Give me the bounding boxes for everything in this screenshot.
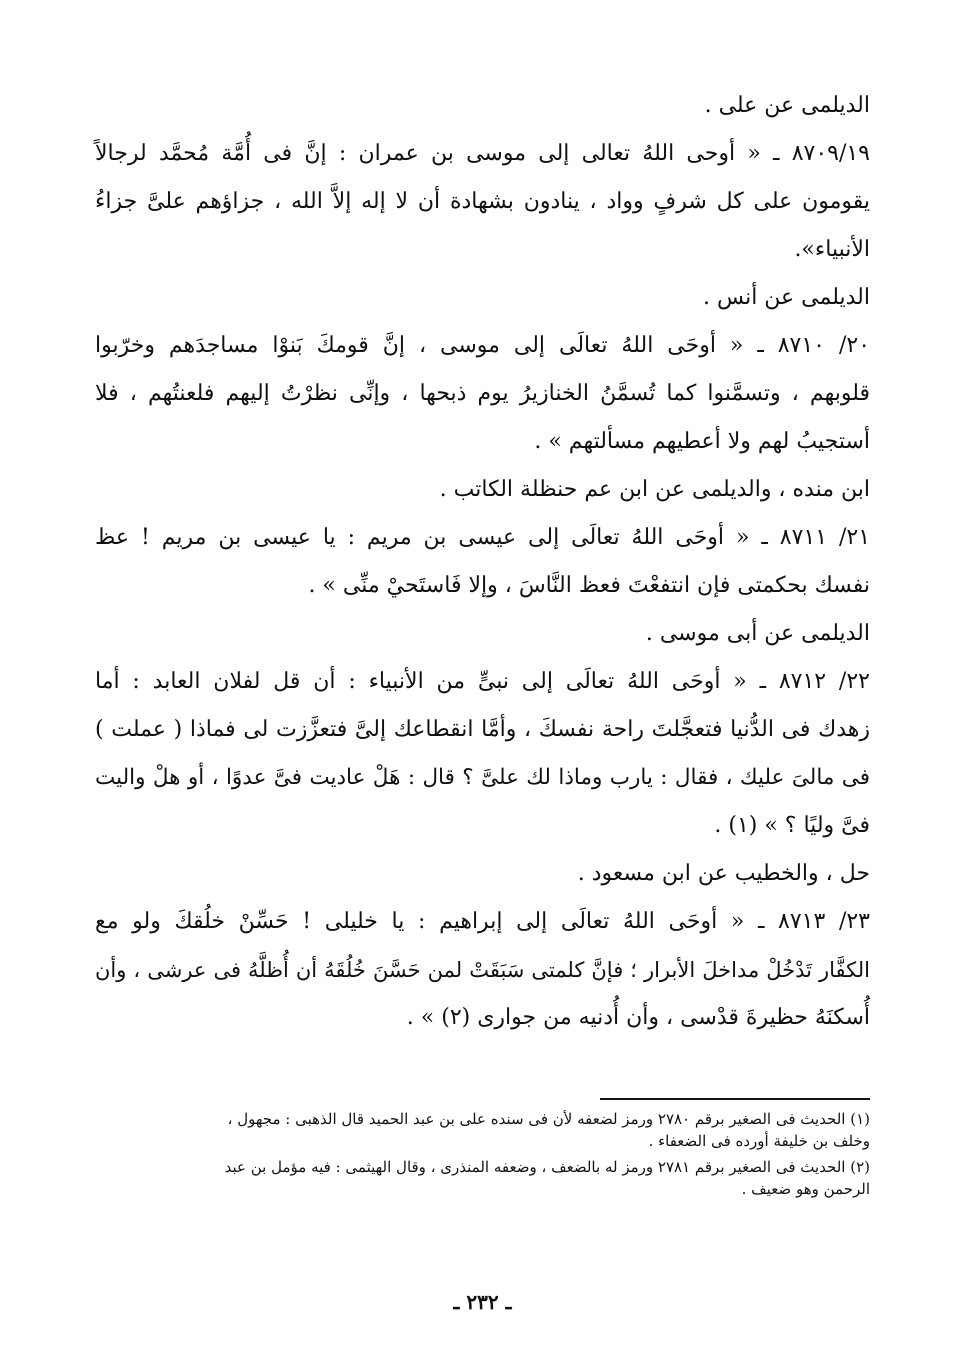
hadith-line: ٨٧٠٩/١٩ ـ « أوحى اللهُ تعالى إلى موسى بن عمران : إنَّ فى أُمَّة مُحمَّد لرجالاً bbox=[95, 141, 870, 166]
footnote-line: (٢) الحديث فى الصغير برقم ٢٧٨١ ورمز له بالضعف ، وضعفه المنذرى ، وقال الهيثمى : فيه مؤمل بن عبد bbox=[224, 1158, 870, 1176]
source-citation: حل ، والخطيب عن ابن مسعود . bbox=[577, 861, 870, 886]
hadith-line: نفسك بحكمتى فإن انتفعْتَ فعظ النَّاسَ ، وإلا فَاستَحيْ منِّى » . bbox=[308, 573, 870, 598]
hadith-line: يقومون على كل شرفٍ وواد ، ينادون بشهادة أن لا إله إلاَّ الله ، جزاؤهم علىَّ جزاءُ bbox=[95, 189, 870, 214]
hadith-line: ٢٣/ ٨٧١٣ ـ « أوحَى اللهُ تعالَى إلى إبراهيم : يا خليلى ! حَسِّنْ خلُقكَ ولو مع bbox=[95, 909, 870, 934]
hadith-line: الكفَّار تَدْخُلْ مداخلَ الأبرار ؛ فإنَّ كلمتى سَبَقَتْ لمن حَسَّنَ خُلُقَهُ أن أُظلَّهُ فى عرشى ، وأن bbox=[95, 958, 870, 982]
footnote-line: (١) الحديث فى الصغير برقم ٢٧٨٠ ورمز لضعفه لأن فى سنده على بن عبد الحميد قال الذهبى : مجهول ، bbox=[227, 1110, 870, 1128]
source-citation: ابن منده ، والديلمى عن ابن عم حنظلة الكاتب . bbox=[439, 477, 870, 502]
page-number: ـ ٢٣٢ ـ bbox=[453, 1290, 512, 1314]
hadith-line: ٢١/ ٨٧١١ ـ « أوحَى اللهُ تعالَى إلى عيسى بن مريم : يا عيسى بن مريم ! عظ bbox=[95, 525, 871, 550]
hadith-line: أُسكنَهُ حظيرةَ قدْسى ، وأن أُدنيه من جوارى (٢) » . bbox=[406, 1005, 870, 1030]
footnote-line: الرحمن وهو ضعيف . bbox=[741, 1180, 870, 1198]
source-citation: الديلمى عن أبى موسى . bbox=[645, 621, 870, 646]
hadith-line: زهدك فى الدُّنيا فتعجَّلتَ راحة نفسكَ ، وأمَّا انقطاعك إلىَّ فتعزَّزت لى فماذا ( عملت ) bbox=[95, 717, 870, 742]
footnote bbox=[95, 1156, 870, 1200]
hadith-paragraph bbox=[95, 904, 870, 1036]
hadith-line: ٢٠/ ٨٧١٠ ـ « أوحَى اللهُ تعالَى إلى موسى ، إنَّ قومكَ بَنوْا مساجدَهم وخرّبوا bbox=[95, 333, 871, 358]
hadith-line: فىَّ وليًا ؟ » (١) . bbox=[714, 813, 870, 838]
footnote-line: وخلف بن خليفة أورده فى الضعفاء . bbox=[648, 1132, 870, 1150]
hadith-line: فى مالىَ عليك ، فقال : يارب وماذا لك علىَّ ؟ قال : هَلْ عاديت فىَّ عدوًا ، أو هلْ واليت bbox=[95, 765, 870, 790]
hadith-paragraph bbox=[95, 520, 870, 604]
hadith-paragraph bbox=[95, 136, 870, 268]
source-citation: الديلمى عن على . bbox=[704, 93, 870, 118]
hadith-line: أستجيبُ لهم ولا أعطيهم مسألتهم » . bbox=[534, 429, 870, 454]
hadith-paragraph bbox=[95, 328, 870, 460]
footnote-divider bbox=[600, 1098, 870, 1100]
page-body bbox=[95, 88, 870, 1036]
hadith-paragraph bbox=[95, 664, 870, 844]
footnote bbox=[95, 1108, 870, 1152]
hadith-line: قلوبهم ، وتسمَّنوا كما تُسمَّنُ الخنازيرُ يوم ذبحها ، وإنِّى نظرْتُ إليهم فلعنتُهم ، فلا bbox=[95, 381, 870, 406]
hadith-line: ٢٢/ ٨٧١٢ ـ « أوحَى اللهُ تعالَى إلى نبىٍّ من الأنبياء : أن قل لفلان العابد : أما bbox=[95, 669, 870, 694]
footnotes bbox=[95, 1108, 870, 1204]
source-citation: الديلمى عن أنس . bbox=[703, 285, 870, 310]
hadith-line: الأنبياء». bbox=[794, 237, 870, 262]
